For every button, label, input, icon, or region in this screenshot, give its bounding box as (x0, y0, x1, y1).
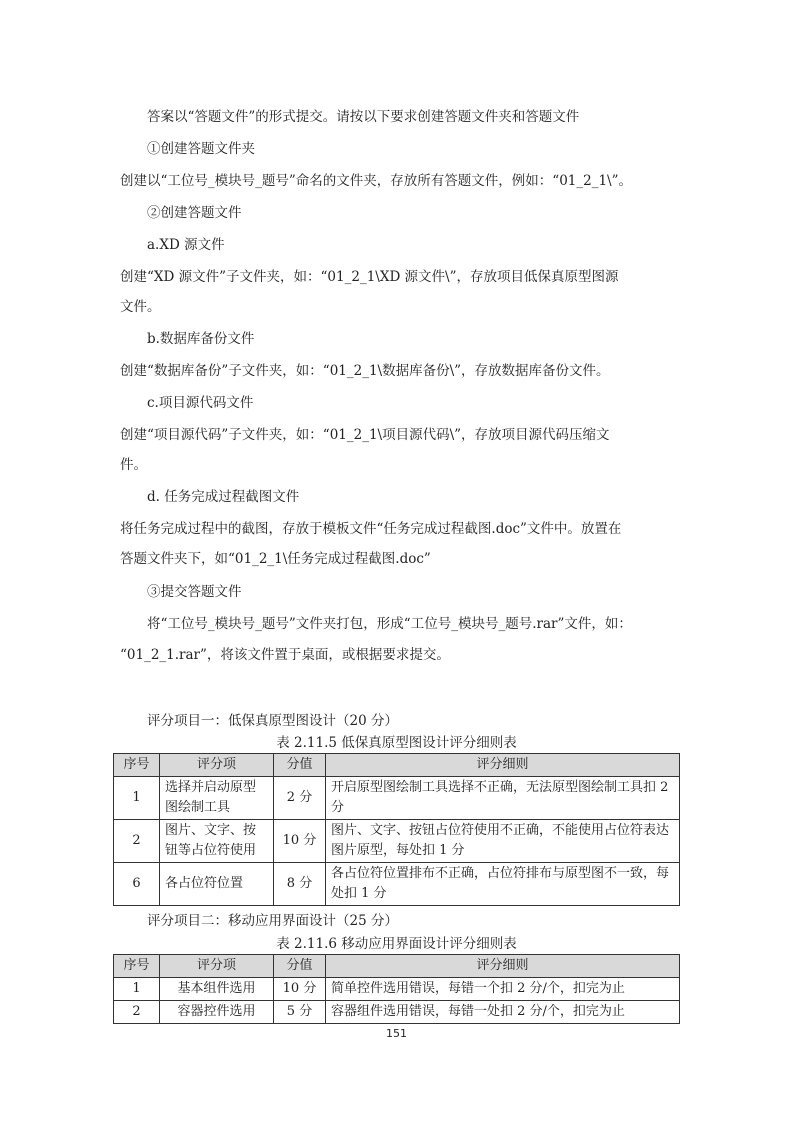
header-index: 序号 (114, 955, 160, 978)
table-header-row (114, 955, 680, 978)
row-index: 1 (114, 978, 160, 1001)
row-score: 2 分 (274, 777, 326, 820)
table-row (114, 777, 680, 820)
table-row (114, 1001, 680, 1024)
row-criteria: 开启原型图绘制工具选择不正确，无法原型图绘制工具扣 2 分 (326, 777, 680, 820)
item-b-text: 创建“数据库备份”子文件夹，如：“01_2_1\数据库备份\”，存放数据库备份文件。 (120, 363, 610, 379)
row-item: 各占位符位置 (160, 863, 274, 906)
table-header-row (114, 754, 680, 777)
section1-score-table (113, 753, 680, 906)
step-create-folder: ①创建答题文件夹 (147, 141, 255, 157)
section1-table-caption: 表 2.11.5 低保真原型图设计评分细则表 (276, 735, 517, 751)
item-c-text-line2: 件。 (120, 457, 147, 473)
row-score: 8 分 (274, 863, 326, 906)
step-create-files: ②创建答题文件 (147, 205, 242, 221)
row-item: 选择并启动原型图绘制工具 (160, 777, 274, 820)
row-item: 容器控件选用 (160, 1001, 274, 1024)
item-d-text-line2: 答题文件夹下，如“01_2_1\任务完成过程截图.doc” (120, 551, 431, 567)
section1-heading: 评分项目一：低保真原型图设计（20 分） (147, 713, 398, 729)
row-score: 10 分 (274, 820, 326, 863)
item-d-text-line1: 将任务完成过程中的截图，存放于模板文件“任务完成过程截图.doc”文件中。放置在 (120, 521, 622, 537)
page-number: 151 (386, 1027, 407, 1040)
paragraph-intro: 答案以“答题文件”的形式提交。请按以下要求创建答题文件夹和答题文件 (147, 109, 580, 125)
row-item: 图片、文字、按钮等占位符使用 (160, 820, 274, 863)
item-a-text-line2: 文件。 (120, 299, 161, 315)
header-criteria: 评分细则 (326, 955, 680, 978)
step-submit-files: ③提交答题文件 (147, 584, 242, 600)
row-index: 6 (114, 863, 160, 906)
row-criteria: 简单控件选用错误，每错一个扣 2 分/个，扣完为止 (326, 978, 680, 1001)
row-criteria: 容器组件选用错误，每错一处扣 2 分/个，扣完为止 (326, 1001, 680, 1024)
section2-score-table (113, 954, 680, 1024)
item-c-text-line1: 创建“项目源代码”子文件夹，如：“01_2_1\项目源代码\”，存放项目源代码压缩文 (120, 427, 610, 443)
table-row (114, 820, 680, 863)
paragraph-submit-line2: “01_2_1.rar”，将该文件置于桌面，或根据要求提交。 (120, 647, 450, 663)
header-index: 序号 (114, 754, 160, 777)
paragraph-folder-naming: 创建以“工位号_模块号_题号”命名的文件夹，存放所有答题文件，例如：“01_2_1\”。 (120, 173, 633, 189)
item-a-text-line1: 创建“XD 源文件”子文件夹，如：“01_2_1\XD 源文件\”，存放项目低保真原型图源 (120, 269, 619, 285)
row-item: 基本组件选用 (160, 978, 274, 1001)
header-item: 评分项 (160, 955, 274, 978)
table-row (114, 863, 680, 906)
item-d-title: d. 任务完成过程截图文件 (147, 489, 300, 505)
header-criteria: 评分细则 (326, 754, 680, 777)
row-criteria: 各占位符位置排布不正确，占位符排布与原型图不一致，每处扣 1 分 (326, 863, 680, 906)
row-score: 5 分 (274, 1001, 326, 1024)
row-criteria: 图片、文字、按钮占位符使用不正确，不能使用占位符表达图片原型，每处扣 1 分 (326, 820, 680, 863)
item-a-title: a.XD 源文件 (147, 237, 225, 253)
paragraph-submit-line1: 将“工位号_模块号_题号”文件夹打包，形成“工位号_模块号_题号.rar”文件，如： (147, 616, 632, 632)
header-item: 评分项 (160, 754, 274, 777)
table-row (114, 978, 680, 1001)
row-index: 2 (114, 820, 160, 863)
section2-table-caption: 表 2.11.6 移动应用界面设计评分细则表 (276, 936, 517, 952)
item-b-title: b.数据库备份文件 (147, 331, 255, 347)
item-c-title: c.项目源代码文件 (147, 395, 254, 411)
row-index: 2 (114, 1001, 160, 1024)
header-score: 分值 (274, 955, 326, 978)
section2-heading: 评分项目二：移动应用界面设计（25 分） (147, 913, 398, 929)
row-score: 10 分 (274, 978, 326, 1001)
header-score: 分值 (274, 754, 326, 777)
row-index: 1 (114, 777, 160, 820)
